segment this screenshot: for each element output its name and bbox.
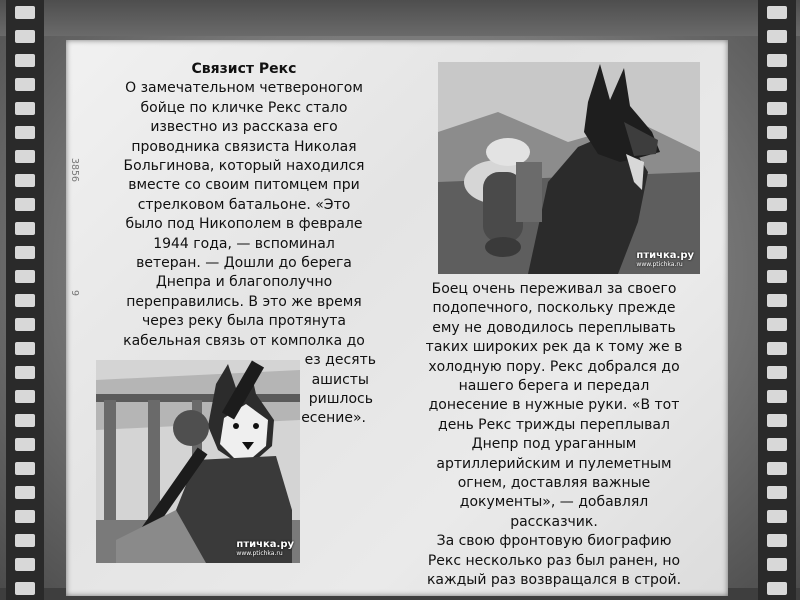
film-perforation — [767, 150, 787, 163]
film-perforation — [15, 174, 35, 187]
text-line: через реку была протянута — [142, 313, 346, 330]
film-perforation — [767, 246, 787, 259]
watermark-subtext: www.ptichka.ru — [636, 261, 683, 268]
film-perforation — [15, 150, 35, 163]
text-line: О замечательном четвероногом — [125, 80, 363, 97]
film-perforation — [15, 366, 35, 379]
text-line: Днепра и благополучно — [155, 274, 333, 291]
film-perforation — [767, 54, 787, 67]
text-line: документы», — добавлял — [459, 494, 649, 511]
text-line: переправились. В это же время — [126, 293, 362, 310]
film-perforation — [15, 246, 35, 259]
film-perforation — [767, 438, 787, 451]
film-perforation — [15, 558, 35, 571]
text-line: каждый раз возвращался в строй. — [426, 572, 682, 589]
text-line: нашего берега и передал — [458, 378, 650, 395]
film-perforation — [767, 126, 787, 139]
film-perforation — [15, 318, 35, 331]
shepherd-dog-icon — [438, 62, 700, 274]
film-perforation — [767, 78, 787, 91]
text-line: ашисты — [311, 371, 369, 388]
film-perforation — [767, 462, 787, 475]
slide-title: Связист Рекс — [191, 61, 297, 77]
text-line: известно из рассказа его — [150, 119, 338, 136]
watermark-subtext: www.ptichka.ru — [236, 550, 283, 557]
text-line: ему не доводилось переплывать — [432, 319, 676, 336]
film-strip-right — [758, 0, 796, 600]
text-line: таких широких рек да к тому же в — [425, 339, 683, 356]
text-line: рассказчик. — [510, 513, 598, 530]
text-line: ветеран. — Дошли до берега — [136, 255, 352, 272]
text-line: 1944 года, — вспоминал — [153, 235, 335, 252]
film-perforation — [767, 558, 787, 571]
film-perforation — [767, 534, 787, 547]
film-perforation — [767, 414, 787, 427]
film-perforation — [15, 462, 35, 475]
text-line: ришлось — [308, 390, 373, 407]
film-perforation — [15, 414, 35, 427]
watermark-text: птичка.ру — [636, 250, 694, 261]
film-perforation — [15, 534, 35, 547]
film-perforation — [15, 6, 35, 19]
film-perforation — [767, 486, 787, 499]
film-perforation — [15, 510, 35, 523]
text-line: проводника связиста Николая — [131, 138, 357, 155]
film-perforation — [767, 366, 787, 379]
film-perforation — [15, 582, 35, 595]
text-line: За свою фронтовую биографию — [436, 533, 672, 550]
film-perforation — [767, 30, 787, 43]
text-line: Рекс несколько раз был ранен, но — [427, 552, 681, 569]
film-perforation — [767, 174, 787, 187]
text-line: есение». — [301, 410, 366, 427]
film-strip-left — [6, 0, 44, 600]
film-perforation — [15, 30, 35, 43]
text-line: день Рекс трижды переплывал — [438, 416, 670, 433]
text-line: кабельная связь от комполка до — [123, 332, 365, 349]
film-number-mark: 3856 — [69, 158, 80, 183]
film-perforation — [767, 6, 787, 19]
text-line: подопечного, поскольку прежде — [432, 300, 676, 317]
shepherd-dog-photo — [438, 62, 700, 274]
film-perforation — [15, 486, 35, 499]
left-text-column — [94, 60, 394, 429]
film-perforation — [767, 510, 787, 523]
film-perforation — [767, 102, 787, 115]
text-line: ез десять — [304, 352, 376, 369]
top-band — [0, 0, 800, 36]
watermark-text: птичка.ру — [236, 539, 294, 550]
film-frame-mark: 9 — [69, 290, 80, 297]
photo-watermark-bottom — [236, 539, 294, 557]
text-line: Днепр под ураганным — [471, 436, 637, 453]
film-perforation — [767, 222, 787, 235]
film-perforation — [15, 102, 35, 115]
right-text-column — [395, 280, 713, 591]
text-line: бойце по кличке Рекс стало — [140, 99, 348, 116]
film-perforation — [15, 54, 35, 67]
text-line: донесение в нужные руки. «В тот — [428, 397, 680, 414]
film-perforation — [767, 294, 787, 307]
text-line: стрелковом батальоне. «Это — [137, 196, 351, 213]
film-perforation — [767, 342, 787, 355]
film-perforation — [15, 270, 35, 283]
film-perforation — [767, 318, 787, 331]
text-line: холодную пору. Рекс добрался до — [428, 358, 680, 375]
film-perforation — [767, 582, 787, 595]
film-perforation — [15, 126, 35, 139]
film-perforation — [767, 270, 787, 283]
film-perforation — [15, 222, 35, 235]
film-perforation — [15, 198, 35, 211]
text-line: было под Никополем в феврале — [125, 216, 363, 233]
film-perforation — [767, 198, 787, 211]
film-perforation — [767, 390, 787, 403]
text-line: Боец очень переживал за своего — [431, 281, 677, 297]
text-line: вместе со своим питомцем при — [128, 177, 360, 194]
text-line: огнем, доставляя важные — [457, 475, 651, 492]
film-perforation — [15, 294, 35, 307]
text-line: Больгинова, который находился — [123, 158, 365, 175]
text-line: артиллерийским и пулеметным — [436, 455, 672, 472]
photo-watermark-top — [636, 250, 694, 268]
film-perforation — [15, 438, 35, 451]
film-perforation — [15, 342, 35, 355]
film-perforation — [15, 390, 35, 403]
film-perforation — [15, 78, 35, 91]
